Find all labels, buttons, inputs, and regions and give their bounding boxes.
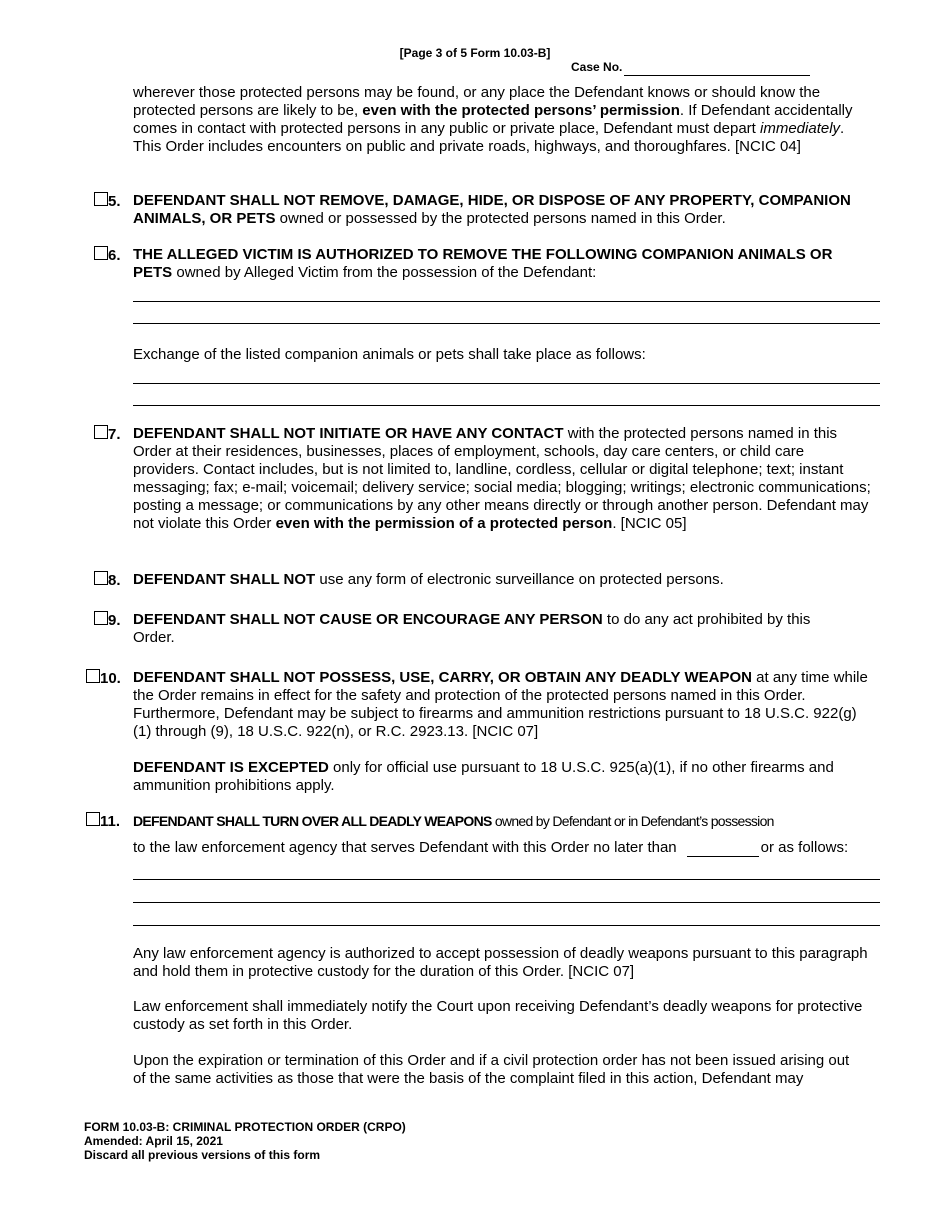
item8-number: 8. bbox=[108, 572, 121, 589]
item8-bold: DEFENDANT SHALL NOT bbox=[133, 571, 316, 588]
item11-notify-paragraph: Law enforcement shall immediately notify the Court upon receiving Defendant’s deadly weapons for protective custody as set forth in this Order. bbox=[133, 998, 863, 1033]
item7-bold: DEFENDANT SHALL NOT INITIATE OR HAVE ANY CONTACT bbox=[133, 425, 564, 442]
item8-paragraph bbox=[133, 571, 873, 589]
item9-number: 9. bbox=[108, 612, 121, 629]
item10-checkbox-group bbox=[86, 669, 121, 688]
item11-deadline-end: or as follows: bbox=[760, 839, 849, 856]
item9-text: to do any act prohibited by this Order. bbox=[133, 611, 811, 646]
item11-bold: DEFENDANT SHALL TURN OVER ALL DEADLY WEAPONS bbox=[133, 813, 492, 829]
footer-discard: Discard all previous versions of this form bbox=[84, 1148, 321, 1162]
item10-exception-bold: DEFENDANT IS EXCEPTED bbox=[133, 759, 329, 776]
item6-text: owned by Alleged Victim from the possession of the Defendant: bbox=[172, 264, 597, 281]
item11-custody-paragraph: Any law enforcement agency is authorized to accept possession of deadly weapons pursuant to this paragraph and hold them in protective custody for the duration of this Order. [NCIC 07] bbox=[133, 945, 868, 980]
item10-exception-text: only for official use pursuant to 18 U.S.C. 925(a)(1), if no other firearms and ammunition prohibitions apply. bbox=[133, 759, 834, 794]
item9-checkbox[interactable] bbox=[94, 611, 108, 625]
item7-number: 7. bbox=[108, 426, 121, 443]
item11-line-2[interactable] bbox=[133, 902, 880, 903]
item11-expiration-paragraph: Upon the expiration or termination of this Order and if a civil protection order has not been issued arising out of the same activities as those that were the basis of the complaint filed in this action, Defendant may bbox=[133, 1052, 850, 1087]
item6-line-2[interactable] bbox=[133, 323, 880, 324]
intro-paragraph bbox=[133, 84, 873, 156]
intro-bold: even with the protected persons’ permission bbox=[362, 102, 680, 119]
item6-exchange-line-2[interactable] bbox=[133, 405, 880, 406]
item5-text: owned or possessed by the protected persons named in this Order. bbox=[275, 210, 726, 227]
item7-text-2: . [NCIC 05] bbox=[612, 515, 687, 532]
item6-bold: THE ALLEGED VICTIM IS AUTHORIZED TO REMOVE THE FOLLOWING COMPANION ANIMALS OR PETS bbox=[133, 246, 833, 281]
item10-bold: DEFENDANT SHALL NOT POSSESS, USE, CARRY, OR OBTAIN ANY DEADLY WEAPON bbox=[133, 669, 752, 686]
item10-checkbox[interactable] bbox=[86, 669, 100, 683]
item10-paragraph bbox=[133, 669, 873, 741]
case-number-label: Case No. bbox=[571, 60, 623, 74]
item5-paragraph bbox=[133, 192, 873, 228]
item6-checkbox-group bbox=[94, 246, 121, 265]
intro-italic: immediately bbox=[760, 120, 841, 137]
item6-exchange-text: Exchange of the listed companion animals or pets shall take place as follows: bbox=[133, 346, 646, 363]
item7-paragraph bbox=[133, 425, 873, 533]
item7-checkbox[interactable] bbox=[94, 425, 108, 439]
item5-bold: DEFENDANT SHALL NOT REMOVE, DAMAGE, HIDE, OR DISPOSE OF ANY PROPERTY, COMPANION ANIMALS, OR PETS bbox=[133, 192, 851, 227]
item7-checkbox-group bbox=[94, 425, 121, 444]
page-label: [Page 3 of 5 Form 10.03-B] bbox=[399, 46, 551, 60]
item11-deadline-line bbox=[133, 839, 880, 857]
intro-text-1: wherever those protected persons may be found, or any place the Defendant knows or should know the protected persons are likely to be, bbox=[133, 84, 821, 119]
item11-deadline-text: to the law enforcement agency that serves Defendant with this Order no later than bbox=[133, 839, 677, 856]
item11-deadline-blank[interactable] bbox=[687, 842, 759, 857]
item6-line-1[interactable] bbox=[133, 301, 880, 302]
case-number-blank[interactable] bbox=[624, 63, 810, 76]
item11-number: 11. bbox=[100, 813, 121, 830]
case-number-field bbox=[571, 58, 810, 76]
item7-text: with the protected persons named in this Order at their residences, businesses, places of employment, schools, day care centers, or child care providers. Contact includes, but is not limited to, landline, cordless, cellular or digital telephone; text; instant messaging; fax; e-mail; voicemail; delivery service; social media; blogging; writings; electronic communications; posting a message; or communications by any other means directly or through another person. Defendant may not violate this Order bbox=[133, 425, 871, 532]
item10-number: 10. bbox=[100, 670, 121, 687]
item11-text: owned by Defendant or in Defendant’s possession bbox=[491, 813, 774, 829]
footer-form-title: FORM 10.03-B: CRIMINAL PROTECTION ORDER (CRPO) bbox=[84, 1120, 406, 1134]
item9-paragraph bbox=[133, 611, 813, 647]
item10-text: at any time while the Order remains in effect for the safety and protection of the protected persons named in this Order. Furthermore, Defendant may be subject to firearms and ammunition restrictions pursuant to 18 U.S.C. 922(g)(1) through (9), 18 U.S.C. 922(n), or R.C. 2923.13. [NCIC 07] bbox=[133, 669, 868, 740]
intro-text-3: . This Order includes encounters on public and private roads, highways, and thoroughfares. [NCIC 04] bbox=[133, 120, 845, 155]
footer bbox=[84, 1120, 406, 1162]
item8-checkbox-group bbox=[94, 571, 121, 590]
item11-checkbox[interactable] bbox=[86, 812, 100, 826]
item6-paragraph bbox=[133, 246, 873, 282]
item9-checkbox-group bbox=[94, 611, 121, 630]
item5-checkbox[interactable] bbox=[94, 192, 108, 206]
item6-exchange-line-1[interactable] bbox=[133, 383, 880, 384]
footer-amended: Amended: April 15, 2021 bbox=[84, 1134, 223, 1148]
item7-bold-2: even with the permission of a protected person bbox=[275, 515, 613, 532]
intro-text-2: . If Defendant accidentally comes in contact with protected persons in any public or private place, Defendant must depart bbox=[133, 102, 853, 137]
item11-line-1[interactable] bbox=[133, 879, 880, 880]
item11-line-3[interactable] bbox=[133, 925, 880, 926]
item11-checkbox-group bbox=[86, 812, 120, 831]
item11-paragraph bbox=[133, 812, 893, 830]
item6-checkbox[interactable] bbox=[94, 246, 108, 260]
item5-checkbox-group bbox=[94, 192, 121, 211]
item6-number: 6. bbox=[108, 247, 121, 264]
item9-bold: DEFENDANT SHALL NOT CAUSE OR ENCOURAGE ANY PERSON bbox=[133, 611, 603, 628]
item5-number: 5. bbox=[108, 193, 121, 210]
item8-checkbox[interactable] bbox=[94, 571, 108, 585]
item10-exception bbox=[133, 759, 873, 795]
item8-text: use any form of electronic surveillance on protected persons. bbox=[315, 571, 724, 588]
